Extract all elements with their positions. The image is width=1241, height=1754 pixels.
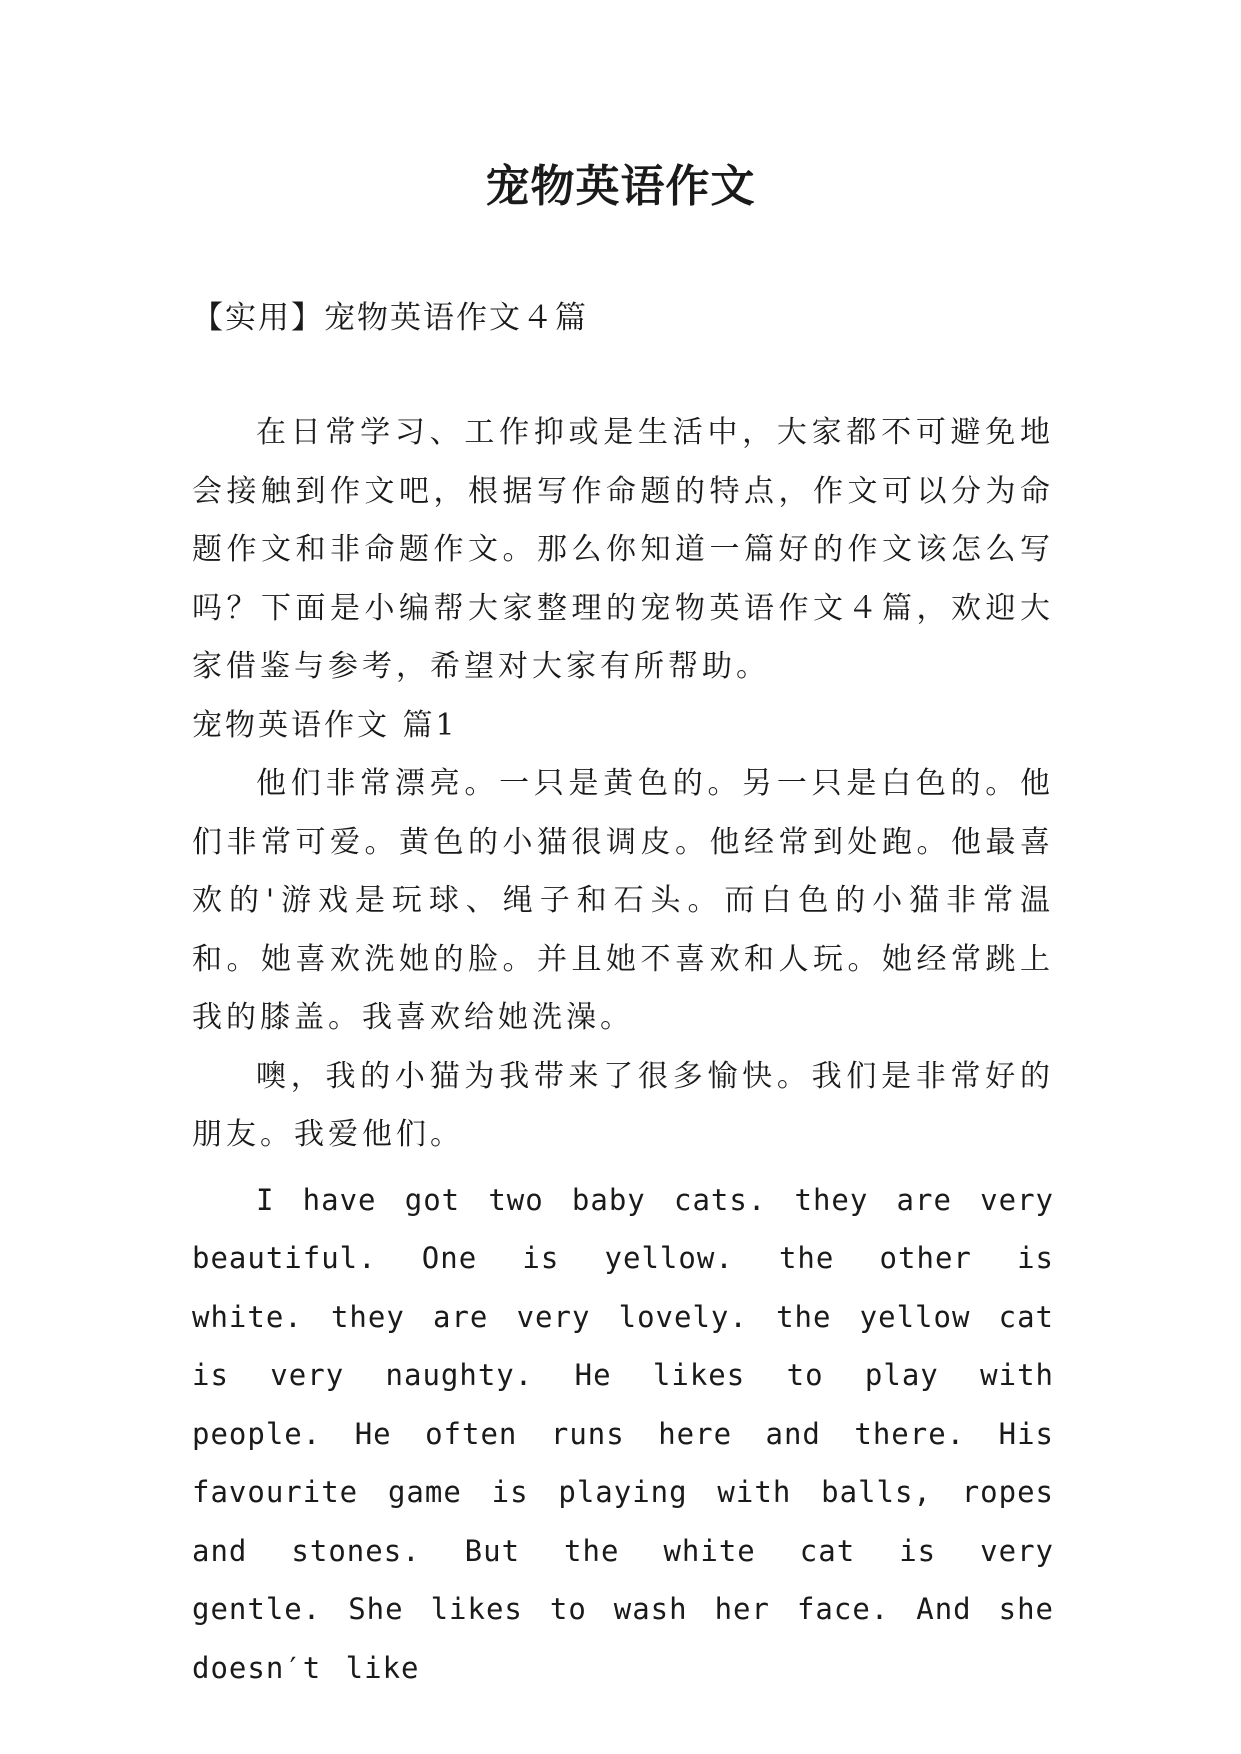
document-subtitle: 【实用】宠物英语作文４篇 (192, 300, 588, 336)
chinese-paragraph-2: 噢，我的小猫为我带来了很多愉快。我们是非常好的朋友。我爱他们。 (192, 1058, 1054, 1152)
document-title: 宠物英语作文 (485, 161, 756, 212)
chinese-paragraph-1: 他们非常漂亮。一只是黄色的。另一只是白色的。他们非常可爱。黄色的小猫很调皮。他经常到处跑。他最喜欢的'游戏是玩球、绳子和石头。而白色的小猫非常温和。她喜欢洗她的脸。并且她不喜欢和人玩。她经常跳上我的膝盖。我喜欢给她洗澡。 (192, 766, 1054, 1035)
english-paragraph: I have got two baby cats. they are very beautiful. One is yellow. the other is white. they are very lovely. the yellow cat is very naughty. He likes to play with people. He often runs here and there. His favourite game is playing with balls, ropes and stones. But the white cat is very gentle. She likes to wash her face. And she doesn′t like (192, 1182, 1054, 1685)
section-heading: 宠物英语作文 篇1 (192, 707, 458, 743)
document-body (192, 404, 1054, 1697)
intro-paragraph: 在日常学习、工作抑或是生活中，大家都不可避免地会接触到作文吧，根据写作命题的特点，作文可以分为命题作文和非命题作文。那么你知道一篇好的作文该怎么写吗？下面是小编帮大家整理的宠物英语作文４篇，欢迎大家借鉴与参考，希望对大家有所帮助。 (192, 415, 1054, 684)
